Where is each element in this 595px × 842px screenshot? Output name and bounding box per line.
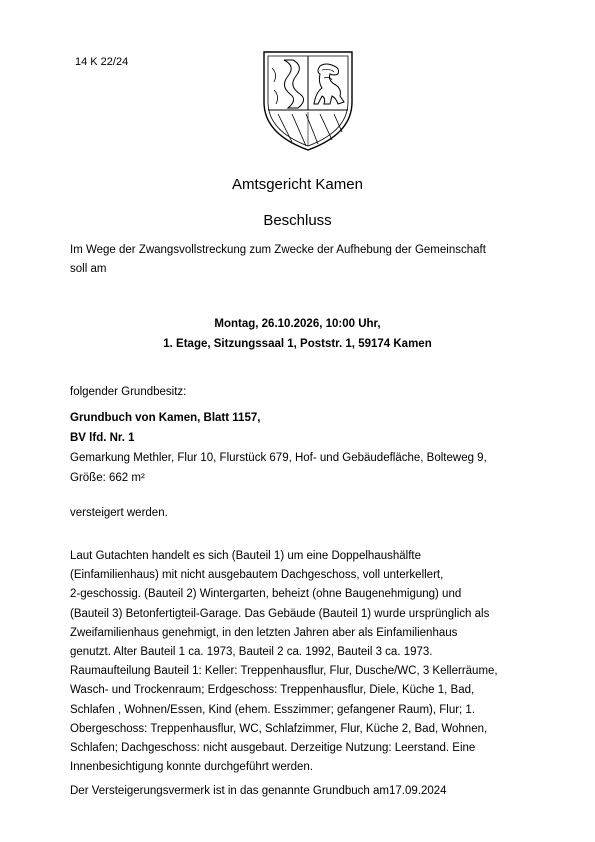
auction-outcome: versteigert werden.: [70, 507, 168, 519]
report-line: Wasch- und Trockenraum; Erdgeschoss: Treppenhausflur, Diele, Küche 1, Bad,: [70, 684, 475, 697]
intro-line: Im Wege der Zwangsvollstreckung zum Zwecke der Aufhebung der Gemeinschaft: [70, 244, 486, 256]
case-number: 14 K 22/24: [75, 56, 129, 68]
report-line: Laut Gutachten handelt es sich (Bauteil 1) um eine Doppelhaushälfte: [70, 550, 421, 562]
report-line: Schlafen , Wohnen/Essen, Kind (ehem. Esszimmer; gefangener Raum), Flur; 1.: [70, 703, 476, 716]
auction-location: 1. Etage, Sitzungssaal 1, Poststr. 1, 59174 Kamen: [163, 338, 432, 350]
land-register: Grundbuch von Kamen, Blatt 1157,: [70, 412, 261, 424]
report-line: Raumaufteilung Bauteil 1: Keller: Treppenhausflur, Flur, Dusche/WC, 3 Kellerräume,: [70, 665, 498, 678]
report-line: 2-geschossig. (Bauteil 2) Wintergarten, beheizt (ohne Baugenehmigung) und: [70, 588, 462, 601]
expert-report-paragraph: [70, 547, 540, 777]
parcel-size: Größe: 662 m²: [70, 472, 145, 484]
report-line: (Bauteil 3) Betonfertigteil-Garage. Das Gebäude (Bauteil 1) wurde ursprünglich als: [70, 607, 490, 620]
report-line: Schlafen; Dachgeschoss: nicht ausgebaut. Derzeitige Nutzung: Leerstand. Eine: [70, 742, 476, 755]
auction-appointment: [0, 314, 595, 354]
intro-line: soll am: [70, 263, 107, 275]
report-line: genutzt. Alter Bauteil 1 ca. 1973, Bauteil 2 ca. 1992, Bauteil 3 ca. 1973.: [70, 646, 433, 659]
property-details: [70, 408, 540, 488]
parcel-description: Gemarkung Methler, Flur 10, Flurstück 679, Hof- und Gebäudefläche, Bolteweg 9,: [70, 452, 487, 464]
report-line: Innenbesichtigung konnte durchgeführt werden.: [70, 761, 313, 774]
court-name: Amtsgericht Kamen: [232, 176, 363, 193]
intro-paragraph: [70, 241, 540, 279]
document-title: Beschluss: [263, 212, 332, 229]
property-lead: folgender Grundbesitz:: [70, 386, 187, 398]
report-line: Obergeschoss: Treppenhausflur, WC, Schlafzimmer, Flur, Küche 2, Bad, Wohnen,: [70, 722, 488, 735]
coat-of-arms-icon: [258, 46, 358, 154]
register-entry: BV lfd. Nr. 1: [70, 432, 135, 444]
registration-note: Der Versteigerungsvermerk ist in das genannte Grundbuch am17.09.2024: [70, 785, 447, 797]
auction-date-time: Montag, 26.10.2026, 10:00 Uhr,: [214, 318, 381, 330]
report-line: (Einfamilienhaus) mit nicht ausgebautem Dachgeschoss, voll unterkellert,: [70, 569, 444, 582]
report-line: Zweifamilienhaus genehmigt, in den letzten Jahren aber als Einfamilienhaus: [70, 626, 458, 639]
